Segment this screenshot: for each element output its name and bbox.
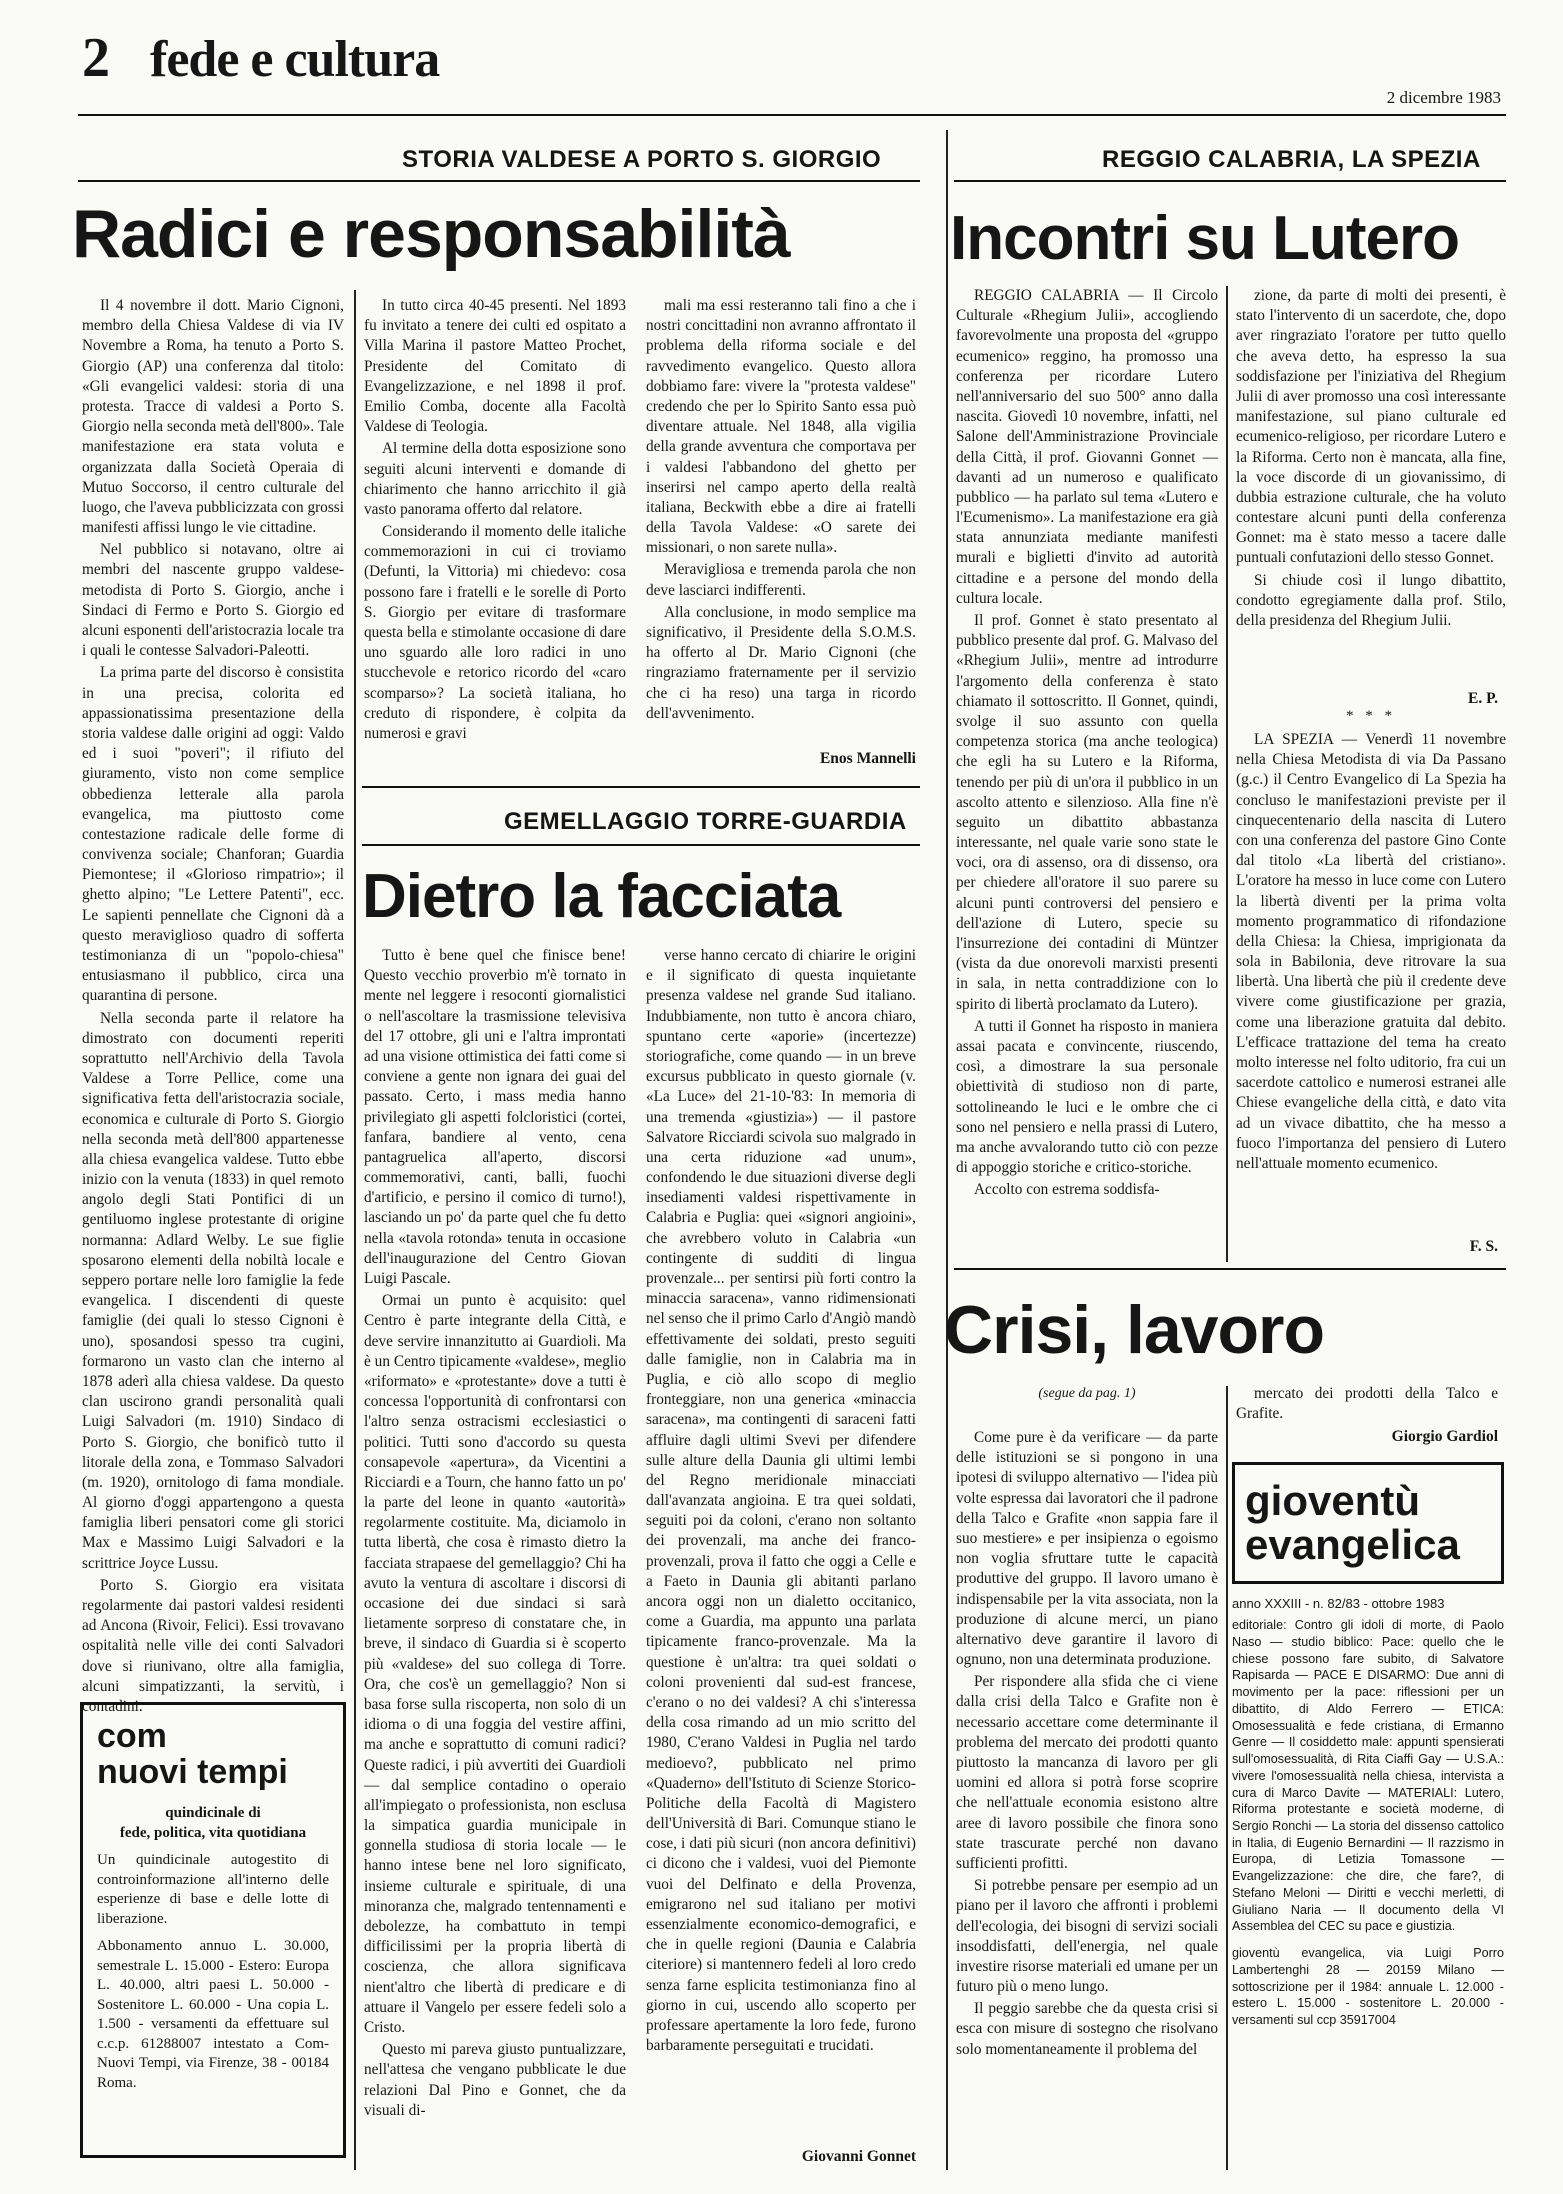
paragraph: LA SPEZIA — Venerdì 11 novembre nella Chiesa Metodista di via Da Passano (g.c.) il Centro Evangelico di La Spezia ha concluso le manifestazioni previste per il cinquecentenario della nascita di Lutero con una conferenza del pastore Gino Conte dal titolo «La libertà del cristiano». L'oratore ha messo in luce come con Lutero la libertà diventi per la prima volta momento programmatico di rifondazione della Chiesa: la Chiesa, imprigionata da sola in Babilonia, deve ritrovare la sua libertà. Una libertà che più il credente deve vivere come giustificazione per grazia, come una liberazione gratuita dal debito. L'efficace trattazione del tema ha creato molto interesse nel folto uditorio, fra cui un sacerdote cattolico e numerosi estranei alle Chiese evangeliche della città, e dato vita ad un vivace dibattito, che ha messo a fuoco l'importanza del pensiero di Lutero nell'attuale momento ecumenico.: [1236, 731, 1506, 1172]
article3-headline: Incontri su Lutero: [950, 204, 1459, 273]
paragraph: Il peggio sarebbe che da questa crisi si esca con misure di sostegno che risolvano solo momentaneamente il problema del: [956, 2000, 1218, 2058]
paragraph: REGGIO CALABRIA — Il Circolo Culturale «Rhegium Julii», accogliendo favorevolmente una proposta del «gruppo ecumenico» reggino, ha promosso una conferenza per ricordare Lutero nell'anniversario del suo 500° anno dalla nascita. Giovedì 10 novembre, infatti, nel Salone dell'Amministrazione Provinciale della Città, il prof. Giovanni Gonnet — davanti ad un numeroso e qualificato pubblico — ha parlato sul tema «Lutero e l'Ecumenismo». La manifestazione era già stata annunziata mediante manifesti murali e biglietti d'invito ad autorità cittadine e a persone del mondo della cultura locale.: [956, 287, 1218, 607]
article3-column-2b: [1236, 730, 1506, 1230]
paragraph: Al termine della dotta esposizione sono seguiti alcuni interventi e domande di chiarimento che hanno arricchito il già vasto panorama offerto dal relatore.: [364, 440, 626, 518]
com-nuovi-tempi-ad: [80, 1702, 346, 2158]
column-divider: [354, 290, 356, 2170]
gioventu-subscription: gioventù evangelica, via Luigi Porro Lambertenghi 28 — 20159 Milano — sottoscrizione per il 1984: annuale L. 12.000 - estero L. 15.000 - sostenitore L. 20.000 - versamenti sul ccp 35917004: [1232, 1946, 1504, 2028]
article3-column-2a: [1236, 286, 1506, 686]
article4-top-rule: [954, 1268, 1506, 1270]
paragraph: Ormai un punto è acquisito: quel Centro è parte integrante della Città, e deve servire innanzitutto ai Guardioli. Ma è un Centro tipicamente «valdese», meglio «riformato» e «protestante» dove a tutti è concessa l'opportunità di confrontarsi con l'altro senza ostracismi ecclesiastici o politici. Tutti sono d'accordo su questa consapevole «apertura», da Vicentini a Ricciardi e a Tourn, che hanno fatto un po' la parte del leone in quanto «autorità» regolarmente costituite. Ma, diciamolo in tutta libertà, che cosa è rimasto dietro la facciata strapaese del gemellaggio? Chi ha avuto la ventura di ascoltare i discorsi di occasione dei due sindaci si sarà lietamente sorpreso di constatare che, in breve, il sindaco di Guardia si è scoperto più «valdese» del suo collega di Torre. Ora, che cos'è un gemellaggio? Non si basa forse sulla riscoperta, non solo di un idioma o di una foggia del vestire affini, ma anche e soprattutto di comuni radici? Queste radici, i più avvertiti dei Guardioli — dal semplice contadino o operaio all'impiegato o professionista, non esclusa la simpatica guardia municipale in gonnella studiosa di storia locale — le hanno intese bene nel loro significato, insieme culturale e spirituale, di una minoranza che, malgrado tentennamenti e debolezze, ha combattuto in tempi difficilissimi per la propria libertà di coscienza, che allora significava nient'altro che libertà di predicare e di attuare il Vangelo per essere fedeli solo a Cristo.: [364, 1292, 626, 2036]
ad-title-line: nuovi tempi: [97, 1752, 288, 1791]
paragraph: A tutti il Gonnet ha risposto in maniera assai pacata e convincente, riuscendo, così, a dimostrare la sua personale obiettività di studioso non di parte, sottolineando le luci e le ombre che ci sono nel pensiero e nella prassi di Lutero, ma anche avvalorando tutto ciò con pezze di appoggio storiche e critico-storiche.: [956, 1017, 1218, 1177]
article4-column-1: [956, 1428, 1218, 2172]
column-divider: [1226, 286, 1228, 1262]
paragraph: verse hanno cercato di chiarire le origini e il significato di questa inquietante presenza valdese nel grande Sud italiano. Indubbiamente, non tutto è ancora chiaro, spuntano certe «aporie» (incertezze) storiografiche, come quando — in un breve excursus pubblicato in questo giornale (v. «La Luce» del 21-10-'83: In memoria di una tremenda «giustizia») — il pastore Salvatore Ricciardi scivola suo malgrado in una certa riduzione «ad unum», confondendo le due situazioni diverse degli insediamenti valdesi rispettivamente in Calabria e Puglia: quei «signori angioini», che avrebbero voluto in Calabria «un contingente di sudditi di lingua provenzale... per sentirsi più forti contro la minaccia saracena», vanno ridimensionati nel senso che il primo Carlo d'Angiò mandò effettivamente dei soldati, presto seguiti dalle famiglie, non in Calabria ma in Puglia, e ciò allo scopo di meglio fronteggiare, non una generica «minaccia saracena», ma contingenti di saraceni fatti affluire dagli ultimi Svevi per difendere sulle alture della Daunia gli ultimi lembi del Regno meridionale minacciati dall'avanzata angioina. E tra quei soldati, seguiti poi da coloni, c'erano non soltanto dei provenzali, ma anche dei franco-provenzali, prova il fatto che oggi a Celle e a Faeto in Daunia gli abitanti parlano ancora oggi non un dialetto occitanico, come a Guardia, ma appunto una parlata tipicamente franco-provenzale. Ma la questione è un'altra: tra quei soldati o coloni provenienti dal sud-est francese, c'erano o no dei valdesi? A chi s'interessa della cosa rimando ad un mio scritto del 1980, C'erano Valdesi in Puglia nel tardo medioevo?, pubblicato nel primo «Quaderno» dell'Istituto di Scienze Storico-Politiche della Facoltà di Magistero dell'Università di Bari. Comunque stiano le cose, i dati più sicuri (non ancora definitivi) ci dicono che i valdesi, vuoi del Piemonte vuoi del Delfinato e della Provenza, emigrarono nel sud italiano per motivi essenzialmente economico-demografici, e che in quelle regioni (Daunia e Calabria citeriore) si mantennero fedeli al loro credo senza farne esplicita testimonianza fino al giorno in cui, uscendo allo scoperto per professare apertamente la loro fede, furono barbaramente perseguitati e trucidati.: [646, 947, 916, 2055]
article3-kicker-rule: [954, 180, 1506, 182]
ad-subtitle-line: quindicinale di: [165, 1805, 261, 1822]
article3-signature-ep: E. P.: [1467, 690, 1498, 707]
article1-column-2: [364, 296, 626, 776]
section-separator: * * *: [1346, 708, 1396, 724]
paragraph: In tutto circa 40-45 presenti. Nel 1893 fu invitato a tenere dei culti ed ospitato a Villa Marina il pastore Matteo Prochet, Presidente del Comitato di Evangelizzazione, e nel 1898 il prof. Emilio Comba, docente alla Facoltà Valdese di Teologia.: [364, 297, 626, 436]
masthead-rule: [78, 114, 1506, 116]
article3-kicker: REGGIO CALABRIA, LA SPEZIA: [1102, 146, 1481, 173]
article3-column-1: [956, 286, 1218, 1256]
gioventu-contents: editoriale: Contro gli idoli di morte, di Paolo Naso — studio biblico: Pace: quello che le chiese possono fare subito, di Salvatore Rapisarda — PACE E DISARMO: Due anni di movimento per la pace: riflessioni per un dibattito, di Aldo Ferrero — ETICA: Omosessualità e fede cristiana, di Ermanno Genre — Il cosiddetto male: appunti spensierati sull'omosessualità, di Rita Ciaffi Gay — U.S.A.: vivere l'omosessualità nella chiesa, intervista a cura di Marco Davite — MATERIALI: Lutero, Riforma protestante e società moderne, di Sergio Ronchi — La storia del dissenso cattolico in Italia, di Eugenio Bernardini — Il razzismo in Europa, di Letizia Tomassone — Evangelizzazione: che dire, che fare?, di Stefano Meloni — Diritti e vecchi merletti, di Giuliano Naria — Il documento della VI Assemblea del CEC su pace e giustizia.: [1232, 1618, 1504, 1934]
gioventu-issue-meta: anno XXXIII - n. 82/83 - ottobre 1983: [1232, 1596, 1445, 1612]
ad-title-line: com: [97, 1717, 167, 1755]
paragraph: Il 4 novembre il dott. Mario Cignoni, membro della Chiesa Valdese di via IV Novembre a Roma, ha tenuto a Porto S. Giorgio (AP) una conferenza dal titolo: «Gli evangelici valdesi: storia di una protesta. Tracce di valdesi a Porto S. Giorgio nella seconda metà dell'800». Tale manifestazione era stata voluta e organizzata dalla Società Operaia di Mutuo Soccorso, il centro culturale del luogo, che l'aveva pubblicizzata con grossi manifesti affissi lungo le vie cittadine.: [82, 297, 344, 537]
continued-from-note: (segue da pag. 1): [1038, 1386, 1136, 1401]
gioventu-title-line: evangelica: [1245, 1521, 1460, 1569]
column-divider: [946, 130, 948, 2170]
article1-column-3: [646, 296, 916, 736]
article1-column-1: [82, 296, 344, 1715]
paragraph: Accolto con estrema soddisfa-: [974, 1181, 1160, 1199]
article1-headline: Radici e responsabilità: [72, 196, 790, 272]
article3-signature-fs: F. S.: [1469, 1238, 1498, 1255]
article4-signature: Giorgio Gardiol: [1391, 1428, 1498, 1445]
gioventu-evangelica-ad: [1232, 1462, 1504, 2168]
page-number: 2: [82, 27, 110, 89]
paragraph: Per rispondere alla sfida che ci viene dalla crisi della Talco e Grafite non è necessario accettare come determinante il problema del mercato dei prodotti quanto piuttosto la mancanza di lavoro per gli uomini ed allora si potrà forse scoprire che nell'attuale economia esistono altre aree di lavoro possibile che finora sono state trascurate perché non davano sufficienti profitti.: [956, 1673, 1218, 1872]
paragraph: Questo mi pareva giusto puntualizzare, nell'attesa che vengano pubblicate le due relazioni Dal Pino e Gonnet, che da visuali di-: [364, 2041, 626, 2119]
paragraph: mali ma essi resteranno tali fino a che i nostri concittadini non avranno affrontato il problema della riforma sociale e del ravvedimento evangelico. Questo allora dobbiamo fare: vivere la "protesta valdese" credendo che per lo Spirito Santo essa può diventare attuale. Nel 1848, alla vigilia della grande avventura che comportava per i valdesi l'abbandono del ghetto per inserirsi nel campo aperto della realtà italiana, Beckwith ebbe a dire ai fratelli della Tavola Valdese: «O sarete dei missionari, o non sarete nulla».: [646, 297, 916, 557]
paragraph: Alla conclusione, in modo semplice ma significativo, il Presidente della S.O.M.S. ha offerto al Dr. Mario Cignoni (che ringraziamo fraternamente per il servizio che ci ha reso) una targa in ricordo dell'avvenimento.: [646, 603, 916, 722]
article2-signature: Giovanni Gonnet: [801, 2148, 916, 2165]
ad-subtitle-line: fede, politica, vita quotidiana: [119, 1824, 307, 1841]
paragraph: Si potrebbe pensare per esempio ad un piano per il lavoro che affronti i problemi dell'ecologia, dei bisogni di servizi sociali insoddisfatti, dell'energia, nel quale investire risorse materiali ed umane per un futuro più o meno lungo.: [956, 1877, 1218, 1996]
paragraph: Nella seconda parte il relatore ha dimostrato con documenti reperiti soprattutto nell'Archivio della Tavola Valdese a Torre Pellice, come una significativa fetta dell'aristocrazia sociale, economica e culturale di Porto S. Giorgio nella seconda metà dell'800 appartenesse alla chiesa evangelica valdese. Tutto ebbe inizio con la venuta (1833) in quel remoto angolo degli Stati Pontifici di un gentiluomo inglese protestante di origine normanna: Adlard Welby. Le sue figlie sposarono elementi della nobiltà locale e seppero portare nelle loro famiglie la fede evangelica. I discendenti di queste famiglie (dei quali lo stesso Cignoni è uno), sposandosi spesso tra cugini, formarono un vasto clan che interno al 1878 aderì alla chiesa valdese. Da questo clan uscirono grandi personalità quali Luigi Salvadori (m. 1910) Sindaco di Porto S. Giorgio, che bonificò tutto il litorale della zona, e Tommaso Salvadori (m. 1920), ornitologo di fama mondiale. Al giorno d'oggi appartengono a questa famiglia liberi pensatori come gli storici Max e Massimo Luigi Salvadori e la scrittrice Joyce Lussu.: [82, 1009, 344, 1572]
gioventu-title-box: [1232, 1462, 1504, 1584]
paragraph: zione, da parte di molti dei presenti, è stato l'intervento di un sacerdote, che, dopo aver ringraziato l'oratore per tutto quello che aveva detto, ha espresso la sua soddisfazione per l'iniziativa del Rhegium Julii di aver promosso una così interessante manifestazione, sul piano culturale ed ecumenico-religioso, per ricordare Lutero e la Riforma. Certo non è mancata, alla fine, la voce discorde di un giovanissimo, di dubbia estrazione culturale, che ha voluto contestare alcuni punti della conferenza Gonnet: ma è stato messo a tacere dalle puntuali confutazioni dello stesso Gonnet.: [1236, 287, 1506, 567]
article2-kicker: GEMELLAGGIO TORRE-GUARDIA: [504, 808, 907, 835]
ad-subtitle: [97, 1804, 329, 1843]
ad-description: Un quindicinale autogestito di controinformazione all'interno delle esperienze di base e delle lotte di liberazione.: [97, 1852, 329, 1927]
paragraph: Come pure è da verificare — da parte delle istituzioni se si pongono in una ipotesi di sviluppo alternativo — l'idea più volte espressa dai lavoratori che il padrone della Talco e Grafite «non sappia fare il suo mestiere» e per insipienza o egoismo non voglia sfruttare tutte le capacità produttive del gruppo. Il lavoro umano è indispensabile per la vita associata, non la produzione di alcune merci, un piano alternativo deve garantire il lavoro di ognuno, non una determinata produzione.: [956, 1429, 1218, 1669]
paragraph: mercato dei prodotti della Talco e Grafite.: [1236, 1385, 1498, 1423]
paragraph: Tutto è bene quel che finisce bene! Questo vecchio proverbio m'è tornato in mente nel leggere i resoconti giornalistici o nell'ascoltare la trasmissione televisiva del 17 ottobre, gli uni e l'altra improntati ad una visione ottimistica dei fatti come si conviene a gente non ignara dei guai del passato. Certo, i mass media hanno privilegiato gli aspetti folcloristici (cortei, fanfara, bandiere al vento, cena pantagruelica all'aperto, discorsi commemorativi, canti, balli, fuochi d'artificio, e persino il comico di turno!), lasciando un po' da parte quel che fu detto nella «tavola rotonda» tenuta in occasione dell'inaugurazione del Centro Giovan Luigi Pascale.: [364, 947, 626, 1287]
article2-column-2: [646, 946, 916, 2106]
article1-signature: Enos Mannelli: [819, 750, 916, 767]
article4-headline: Crisi, lavoro: [944, 1292, 1325, 1368]
ad-title: [97, 1719, 329, 1790]
article2-kicker-rule: [362, 844, 920, 846]
paragraph: Nel pubblico si notavano, oltre ai membri del nascente gruppo valdese-metodista di Porto S. Giorgio, anche i Sindaci di Fermo e Porto S. Giorgio ed alcuni esponenti dell'aristocrazia locale tra i quali le contesse Salvadori-Paleotti.: [82, 541, 344, 660]
article1-kicker-rule: [78, 180, 920, 182]
article2-column-1: [364, 946, 626, 2166]
gioventu-title-line: gioventù: [1245, 1477, 1420, 1524]
paragraph: Il prof. Gonnet è stato presentato al pubblico presente dal prof. G. Malvaso del «Rhegium Julii», mentre ad introdurre l'argomento della conferenza è stato chiamato il sottoscritto. Il Gonnet, quindi, svolge il suo assunto con quella competenza storica (ma anche teologica) che egli ha su Lutero e la Riforma, tenendo per più di un'ora il pubblico in un ascolto attento e silenzioso. Alla fine n'è seguito un dibattito abbastanza interessante, nel quale varie sono state le voci, ora di assenso, ora di dissenso, ora per chiedere all'oratore il suo parere su alcuni punti controversi del pensiero e dell'azione di Lutero, specie su l'insurrezione dei contadini di Müntzer (vista da due onorevoli marxisti presenti in sala, in netta contraddizione con lo spirito di libertà proclamato da Lutero).: [956, 612, 1218, 1013]
paragraph: Si chiude così il lungo dibattito, condotto egregiamente dalla prof. Stilo, della presidenza del Rhegium Julii.: [1236, 571, 1506, 629]
issue-date: 2 dicembre 1983: [1386, 88, 1501, 107]
paragraph: Considerando il momento delle italiche commemorazioni in cui ci troviamo (Defunti, la Vittoria) mi chiedevo: cosa possono fare i fratelli e le sorelle di Porto S. Giorgio per evitare di trasformare questa bella e stimolante occasione di dare uno sguardo alle loro radici in uno stucchevole e retorico ricordo del «caro scomparso»? La società italiana, ho creduto di rispondere, è colpita da numerosi e gravi: [364, 523, 626, 742]
article2-headline: Dietro la facciata: [362, 862, 841, 931]
column-divider: [1226, 1386, 1228, 2170]
section-title: fede e cultura: [150, 31, 440, 88]
article2-top-rule: [362, 786, 920, 788]
article1-kicker: STORIA VALDESE A PORTO S. GIORGIO: [402, 146, 882, 173]
paragraph: Porto S. Giorgio era visitata regolarmente dai pastori valdesi residenti ad Ancona (Rivoir, Felici). Essi trovavano ospitalità nelle ville dei conti Salvadori dove si riunivano, oltre alla famiglia, alcuni simpatizzanti, la servitù, i contadini.: [82, 1576, 344, 1715]
paragraph: Meravigliosa e tremenda parola che non deve lasciarci indifferenti.: [646, 561, 916, 599]
ad-subscription-info: Abbonamento annuo L. 30.000, semestrale L. 15.000 - Estero: Europa L. 40.000, altri paesi L. 50.000 - Sostenitore L. 60.000 - Una copia L. 1.500 - versamenti da effettuare sul c.c.p. 61288007 intestato a Com-Nuovi Tempi, via Firenze, 38 - 00184 Roma.: [97, 1938, 329, 2091]
article4-column-2: [1236, 1384, 1498, 1432]
paragraph: La prima parte del discorso è consistita in una precisa, colorita ed appassionatissima presentazione della storia valdese dalle origini ad oggi: Valdo ed i suoi "poveri"; il rifiuto del giuramento, visto non come semplice obbedienza letterale alla parola evangelica, ma piuttosto come contestazione radicale delle forme di convivenza sociale; Chanforan; Guardia Piemontese; il «Glorioso rimpatrio»; il ghetto alpino; "Le Lettere Patenti", ecc. Le sapienti pennellate che Cignoni dà a questo meraviglioso quadro di sofferta testimonianza di un "popolo-chiesa" entusiasmano il pubblico, circa una quarantina di persone.: [82, 664, 344, 1005]
